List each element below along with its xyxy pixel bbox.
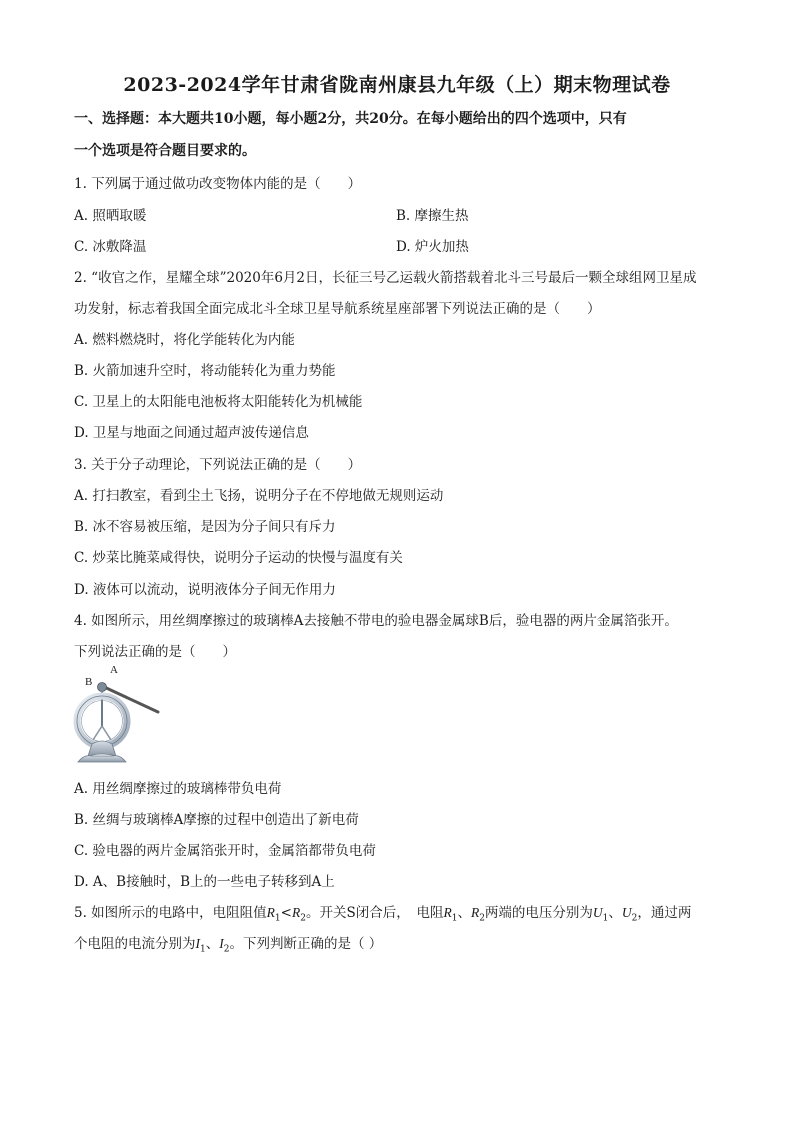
q2-option-b: B. 火箭加速升空时，将动能转化为重力势能 xyxy=(74,363,336,379)
q5-text-part2: 。开关S闭合后， 电阻 xyxy=(305,905,444,921)
q5-text-part1: 5. 如图所示的电路中，电阻阻值 xyxy=(74,905,267,921)
q3-option-a: A. 打扫教室，看到尘土飞扬，说明分子在不停地做无规则运动 xyxy=(74,488,444,504)
q5-var-r1b: R xyxy=(443,905,452,920)
section-heading-line1: 一、选择题：本大题共10小题，每小题2分，共20分。在每小题给出的四个选项中，只有 xyxy=(74,111,627,127)
q1-option-b: B. 摩擦生热 xyxy=(396,208,469,224)
q4-option-a: A. 用丝绸摩擦过的玻璃棒带负电荷 xyxy=(74,781,282,797)
q5-var-u2: U xyxy=(621,905,632,920)
q5-text-part5: 个电阻的电流分别为 xyxy=(74,936,196,952)
q4-stem-line1: 4. 如图所示，用丝绸摩擦过的玻璃棒A去接触不带电的验电器金属球B后，验电器的两片金属箔张开。 xyxy=(74,613,678,629)
q5-text-part6: 。下列判断正确的是（ ） xyxy=(229,936,383,952)
q5-sep3: 、 xyxy=(205,936,220,952)
q5-var-u1-sub: 1 xyxy=(602,913,609,924)
page-title: 2023-2024学年甘肃省陇南州康县九年级（上）期末物理试卷 xyxy=(123,74,671,96)
q4-option-b: B. 丝绸与玻璃棒A摩擦的过程中创造出了新电荷 xyxy=(74,812,359,828)
q2-option-c: C. 卫星上的太阳能电池板将太阳能转化为机械能 xyxy=(74,394,363,410)
q3-stem: 3. 关于分子动理论，下列说法正确的是（ ） xyxy=(74,457,362,473)
q1-option-d: D. 炉火加热 xyxy=(396,239,469,255)
q5-var-r2-sub: 2 xyxy=(300,913,306,924)
q5-text-part4: ，通过两 xyxy=(637,905,692,921)
q5-var-r2b-sub: 2 xyxy=(479,913,485,924)
q5-less-than: < xyxy=(280,905,292,921)
electroscope-figure xyxy=(72,664,164,768)
q2-option-a: A. 燃料燃烧时，将化学能转化为内能 xyxy=(74,332,295,348)
q4-option-c: C. 验电器的两片金属箔张开时，金属箔都带负电荷 xyxy=(74,843,376,859)
q5-stem-line2 xyxy=(74,932,734,955)
q5-var-r2: R xyxy=(291,905,301,920)
figure-label-b: B xyxy=(85,676,93,688)
q1-option-a: A. 照晒取暖 xyxy=(74,208,147,224)
q5-stem-line1 xyxy=(74,901,734,924)
q2-stem-line1: 2. “收官之作，星耀全球”2020年6月2日，长征三号乙运载火箭搭载着北斗三号最后一颗全球组网卫星成 xyxy=(74,270,697,286)
figure-label-a: A xyxy=(110,664,118,676)
q5-sep1: 、 xyxy=(457,905,471,921)
q5-sep2: 、 xyxy=(608,905,622,921)
q3-option-d: D. 液体可以流动，说明液体分子间无作用力 xyxy=(74,582,336,598)
q1-stem: 1. 下列属于通过做功改变物体内能的是（ ） xyxy=(74,176,362,192)
q5-var-i2: I xyxy=(219,936,224,951)
q5-var-u1: U xyxy=(592,905,603,920)
q3-option-b: B. 冰不容易被压缩，是因为分子间只有斥力 xyxy=(74,519,336,535)
q5-var-i1: I xyxy=(195,936,200,951)
q2-option-d: D. 卫星与地面之间通过超声波传递信息 xyxy=(74,425,309,441)
q5-var-r2b: R xyxy=(470,905,480,920)
q4-option-d: D. A、B接触时，B上的一些电子转移到A上 xyxy=(74,874,335,890)
q5-text-part3: 两端的电压分别为 xyxy=(484,905,593,921)
q5-var-u2-sub: 2 xyxy=(631,913,638,924)
q5-var-r1: R xyxy=(266,905,275,920)
q5-var-i1-sub: 1 xyxy=(200,944,206,955)
q5-var-r1b-sub: 1 xyxy=(451,913,458,924)
section-heading-line2: 一个选项是符合题目要求的。 xyxy=(74,143,256,159)
q1-option-c: C. 冰敷降温 xyxy=(74,239,147,255)
q3-option-c: C. 炒菜比腌菜咸得快，说明分子运动的快慢与温度有关 xyxy=(74,550,403,566)
q4-stem-line2: 下列说法正确的是（ ） xyxy=(74,644,236,660)
q5-var-r1-sub: 1 xyxy=(274,913,281,924)
q2-stem-line2: 功发射，标志着我国全面完成北斗全球卫星导航系统星座部署下列说法正确的是（ ） xyxy=(74,301,601,317)
q5-var-i2-sub: 2 xyxy=(223,944,230,955)
